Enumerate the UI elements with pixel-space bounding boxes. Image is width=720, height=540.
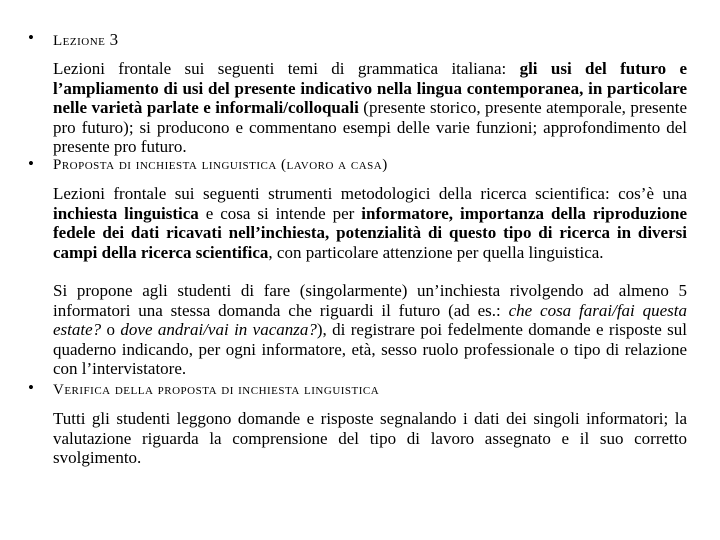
bullet: • [28, 28, 34, 47]
heading-verifica: Verifica della proposta di inchiesta linguistica [53, 382, 380, 398]
text-rest: (presente storico, presente atemporale, presente pro futuro); si producono e commentano esempi delle varie funzioni; approfondimento del presente pro futuro. [53, 98, 687, 157]
paragraph-proposta-methods [53, 184, 687, 262]
text-italic: dove andrai/vai in vacanza? [120, 320, 317, 340]
text: o [101, 320, 121, 340]
paragraph-proposta-task [53, 281, 687, 379]
heading-proposta: Proposta di inchiesta linguistica (lavoro a casa) [53, 157, 388, 173]
text: e cosa si intende per [198, 203, 362, 223]
text: , con particolare attenzione per quella linguistica. [268, 242, 604, 262]
paragraph-lezione-3 [53, 59, 687, 157]
bullet: • [28, 154, 34, 173]
heading-word: Lezione [53, 33, 106, 49]
paragraph-verifica: Tutti gli studenti leggono domande e risposte segnalando i dati dei singoli informatori; la valutazione riguarda la comprensione del tipo di lavoro assegnato e il suo corretto svolgimento. [53, 409, 687, 468]
text-bold: informatore, importanza della riproduzione fedele dei dati ricavati nell’inchiesta, potenzialità di questo tipo di ricerca in diversi campi della ricerca scientifica [53, 203, 687, 262]
text-bold: inchiesta linguistica [53, 203, 199, 223]
heading-lezione-3 [53, 30, 119, 51]
text: ), di registrare poi fedelmente domande e risposte sul quaderno indicando, per ogni informatore, età, sesso ruolo professionale o tipo di relazione con l’intervistatore. [53, 320, 688, 379]
text-italic: che cosa farai/fai questa estate? [53, 300, 687, 340]
text: Si propone agli studenti di fare (singolarmente) un’inchiesta rivolgendo ad almeno 5 informatori una stessa domanda che riguardi il futuro (ad es.: [53, 281, 687, 320]
bullet: • [28, 378, 34, 397]
text: Lezioni frontale sui seguenti strumenti metodologici della ricerca scientifica: cos’è una [53, 184, 687, 203]
heading-number: 3 [109, 30, 119, 49]
text-intro: Lezioni frontale sui seguenti temi di grammatica italiana: [53, 59, 520, 78]
text-bold-topic: gli usi del futuro e l’ampliamento di usi del presente indicativo nella lingua contemporanea, in particolare nelle varietà parlate e informali/colloquali [53, 59, 687, 118]
